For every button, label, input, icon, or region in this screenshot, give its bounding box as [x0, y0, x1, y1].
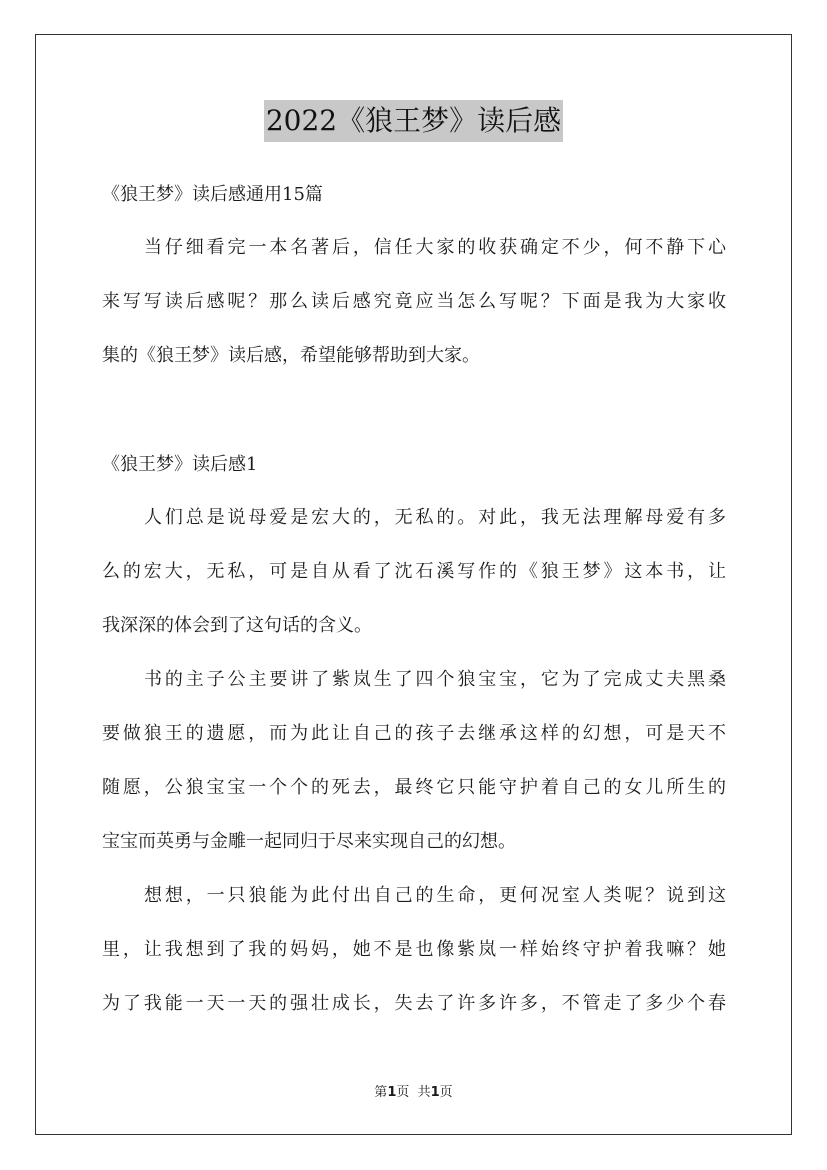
document-title: 2022《狼王梦》读后感 [264, 100, 563, 142]
paragraph-2-line-2: 要做狼王的遗愿，而为此让自己的孩子去继承这样的幻想，可是天不 [102, 723, 726, 744]
paragraph-1-line-1: 人们总是说母爱是宏大的，无私的。对此，我无法理解母爱有多 [144, 507, 726, 528]
paragraph-3-line-3: 为了我能一天一天的强壮成长，失去了许多许多，不管走了多少个春 [102, 993, 726, 1014]
paragraph-3-line-2: 里，让我想到了我的妈妈，她不是也像紫岚一样始终守护着我嘛？她 [102, 939, 726, 960]
page-suffix: 页 [439, 1085, 453, 1100]
page-footer [0, 1084, 827, 1102]
page-current: 1 [387, 1085, 397, 1100]
intro-line-1: 当仔细看完一本名著后，信任大家的收获确定不少，何不静下心 [144, 237, 726, 258]
page-total: 1 [430, 1085, 440, 1100]
section-heading: 《狼王梦》读后感1 [102, 454, 258, 475]
intro-line-3: 集的《狼王梦》读后感，希望能够帮助到大家。 [102, 345, 480, 366]
paragraph-2-line-4: 宝宝而英勇与金雕一起同归于尽来实现自己的幻想。 [102, 831, 516, 852]
paragraph-2-line-3: 随愿，公狼宝宝一个个的死去，最终它只能守护着自己的女儿所生的 [102, 777, 726, 798]
document-subtitle: 《狼王梦》读后感通用15篇 [102, 184, 323, 205]
paragraph-2-line-1: 书的主子公主要讲了紫岚生了四个狼宝宝，它为了完成丈夫黑桑 [144, 669, 726, 690]
page-mid: 页 共 [396, 1085, 431, 1100]
intro-line-2: 来写写读后感呢？那么读后感究竟应当怎么写呢？下面是我为大家收 [102, 291, 726, 312]
title-container [0, 100, 827, 142]
paragraph-1-line-3: 我深深的体会到了这句话的含义。 [102, 615, 372, 636]
paragraph-3-line-1: 想想，一只狼能为此付出自己的生命，更何况室人类呢？说到这 [144, 885, 726, 906]
paragraph-1-line-2: 么的宏大，无私，可是自从看了沈石溪写作的《狼王梦》这本书，让 [102, 561, 726, 582]
page-prefix: 第 [374, 1085, 388, 1100]
